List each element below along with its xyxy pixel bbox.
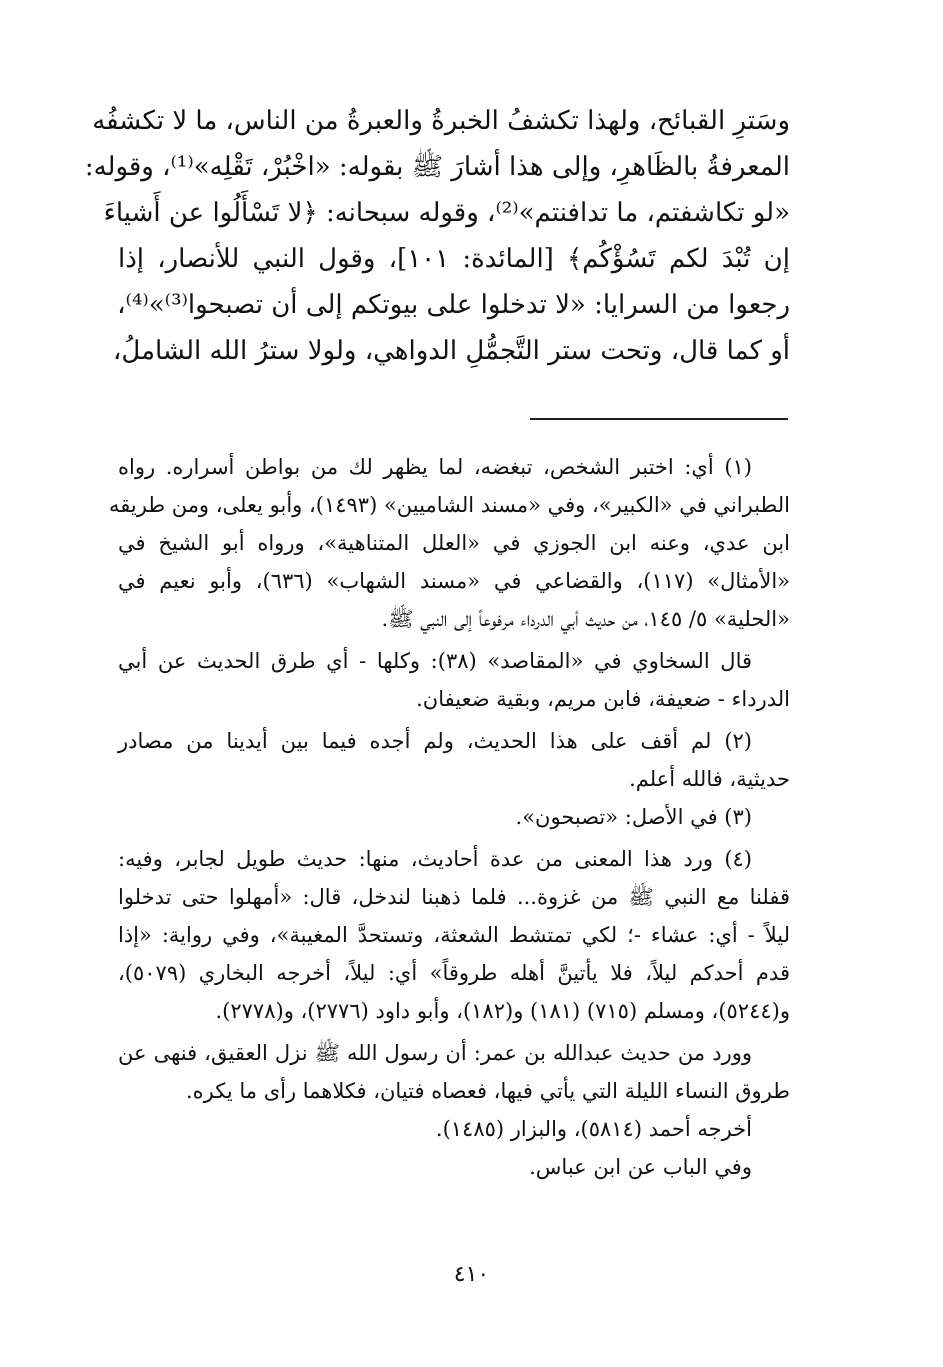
footnotes-block — [109, 448, 790, 1186]
main-text-line: المعرفةُ بالظَاهرِ، وإلى هذا أشارَ ﷺ بقوله: «اخْبُرْ، تَقْلِه»⁽¹⁾، وقوله: — [84, 152, 790, 182]
footnote-line: قال السخاوي في «المقاصد» (٣٨): وكلها - أي طرق الحديث عن أبي — [118, 649, 753, 673]
footnote-line: (٢) لم أقف على هذا الحديث، ولم أجده فيما بين أيدينا من مصادر — [118, 729, 752, 753]
main-text-line: أو كما قال، وتحت ستر التَّجمُّلِ الدواهي، ولولا سترُ الله الشاملُ، — [113, 336, 790, 366]
footnote-4 — [118, 840, 790, 1030]
footnote-line: (٣) في الأصل: «تصبحون». — [515, 805, 752, 829]
footnote-line: «الحلية» ٥/ ١٤٥، من حديث أبي الدرداء مرفوعاً إلى النبي ﷺ. — [381, 607, 790, 631]
footnote-line: (١) أي: اختبر الشخص، تبغضه، لما يظهر لك من بواطن أسراره. رواه — [118, 455, 752, 479]
main-text-line: وسَترِ القبائح، ولهذا تكشفُ الخبرةُ والعبرةُ من الناس، ما لا تكشفُه — [92, 106, 790, 136]
footnote-line: (٤) ورد هذا المعنى من عدة أحاديث، منها: حديث طويل لجابر، وفيه: — [118, 847, 752, 871]
footnote-line: قفلنا مع النبي ﷺ من غزوة... فلما ذهبنا لندخل، قال: «أمهلوا حتى تدخلوا — [118, 885, 790, 909]
main-text-line: إن تُبْدَ لكم تَسُؤْكُم﴾ [المائدة: ١٠١]، وقول النبي للأنصار، إذا — [118, 244, 790, 274]
footnote-4-continuation — [118, 1034, 790, 1110]
footnote-line: وورد من حديث عبدالله بن عمر: أن رسول الله ﷺ نزل العقيق، فنهى عن — [118, 1041, 752, 1065]
main-text-block — [84, 98, 790, 374]
main-text-line: رجعوا من السرايا: «لا تدخلوا على بيوتكم إلى أن تصبحوا⁽³⁾»⁽⁴⁾، — [117, 290, 790, 320]
footnote-line: وفي الباب عن ابن عباس. — [529, 1155, 752, 1179]
footnote-3 — [118, 798, 790, 836]
page-number: ٤١٠ — [453, 1262, 490, 1287]
footnote-2 — [118, 722, 790, 798]
footnote-1-commentary — [118, 642, 790, 718]
footnote-separator-rule — [530, 418, 788, 420]
footnote-4-source — [118, 1110, 790, 1148]
footnote-line: ليلاً - أي: عشاء -؛ لكي تمتشط الشعثة، وتستحدَّ المغيبة»، وفي رواية: «إذا — [118, 923, 790, 947]
footnote-line: الدرداء - ضعيفة، فابن مريم، وبقية ضعيفان. — [416, 687, 790, 711]
footnote-line: «الأمثال» (١١٧)، والقضاعي في «مسند الشهاب» (٦٣٦)، وأبو نعيم في — [118, 569, 790, 593]
footnote-4-note — [118, 1148, 790, 1186]
footnote-line: ابن عدي، وعنه ابن الجوزي في «العلل المتناهية»، ورواه أبو الشيخ في — [118, 531, 790, 555]
footnote-line: حديثية، فالله أعلم. — [629, 767, 790, 791]
footnote-line: طروق النساء الليلة التي يأتي فيها، فعصاه فتيان، فكلاهما رأى ما يكره. — [185, 1079, 790, 1103]
footnote-line: الطبراني في «الكبير»، وفي «مسند الشاميين» (١٤٩٣)، وأبو يعلى، ومن طريقه — [109, 493, 790, 517]
footnote-line: و(٥٢٤٤)، ومسلم (٧١٥) (١٨١) و(١٨٢)، وأبو داود (٢٧٧٦)، و(٢٧٧٨). — [215, 999, 790, 1023]
main-text-line: «لو تكاشفتم، ما تدافنتم»⁽²⁾، وقوله سبحانه: ﴿لا تَسْأَلُوا عن أَشياءَ — [103, 198, 790, 228]
footnote-line: قدم أحدكم ليلاً، فلا يأتينَّ أهله طروقاً» أي: ليلاً، أخرجه البخاري (٥٠٧٩)، — [118, 961, 790, 985]
footnote-line: أخرجه أحمد (٥٨١٤)، والبزار (١٤٨٥). — [435, 1117, 752, 1141]
footnote-1 — [109, 448, 790, 638]
